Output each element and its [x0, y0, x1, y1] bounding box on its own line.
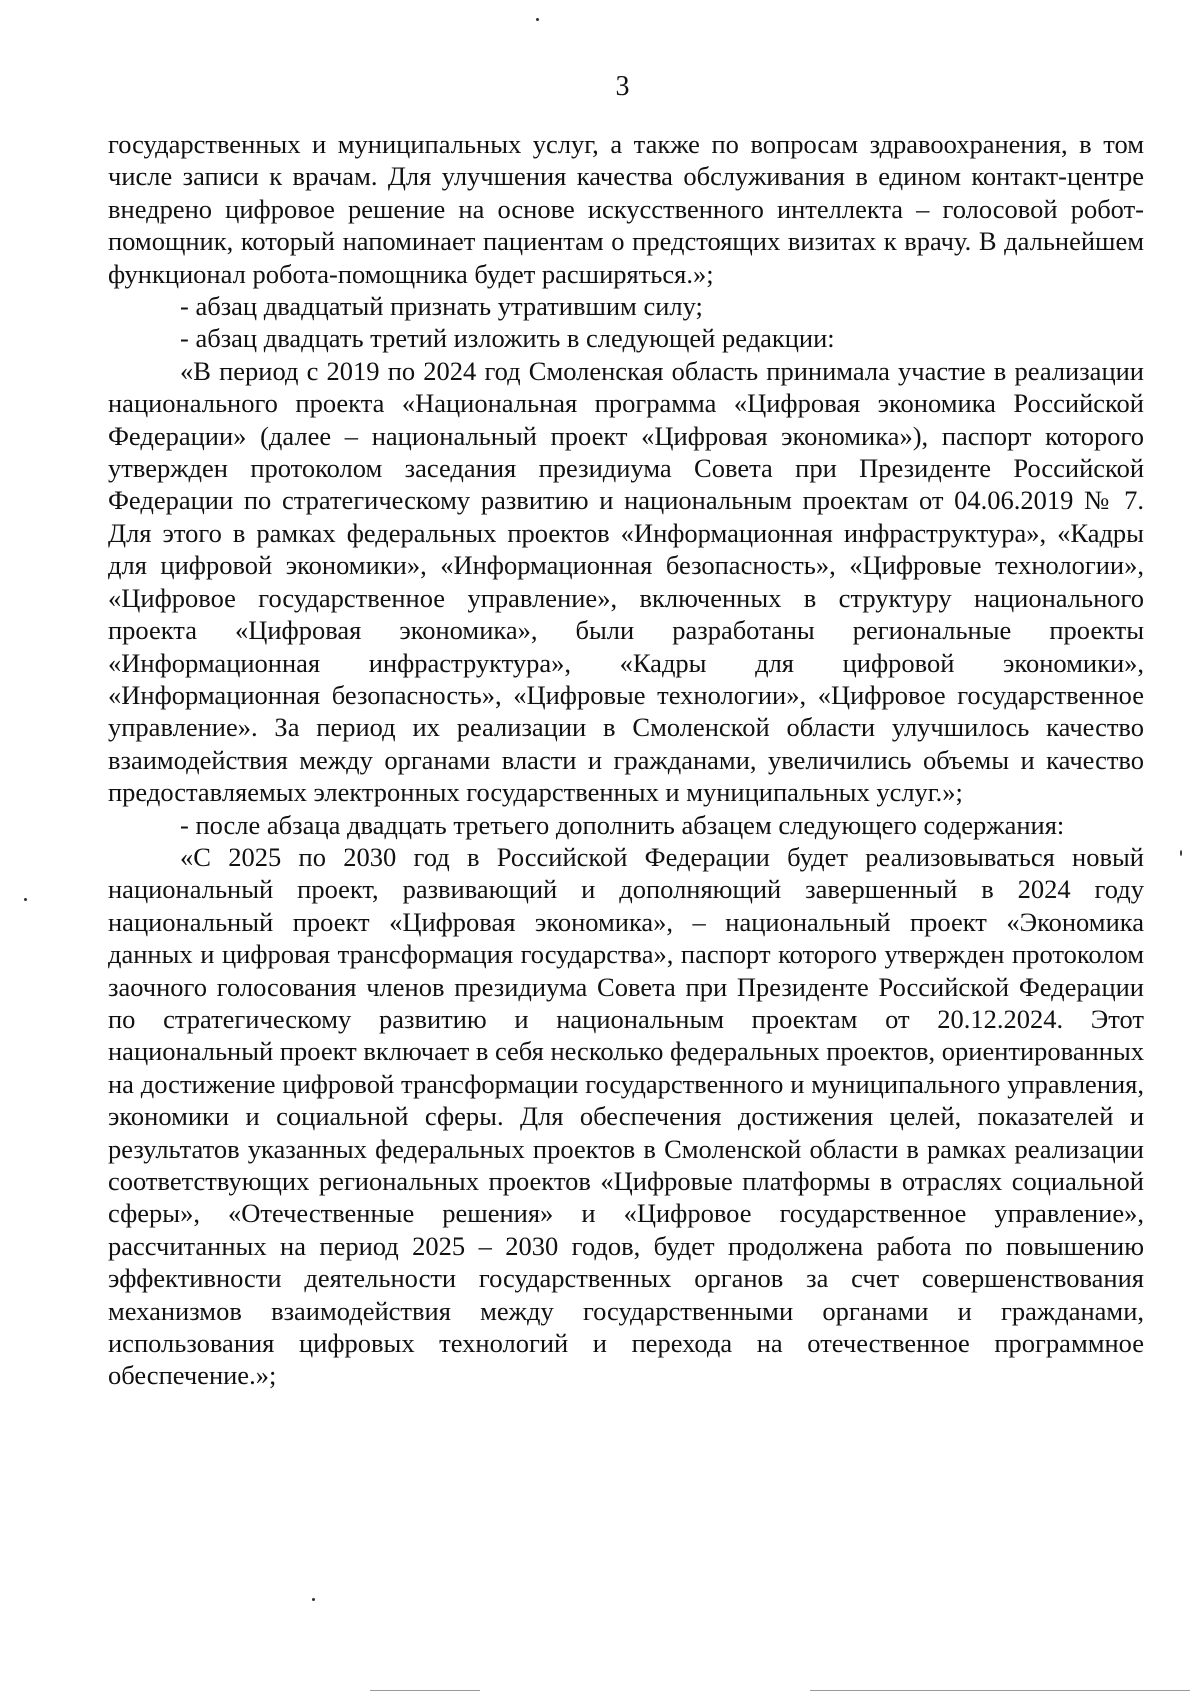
paragraph-amendment-restate: - абзац двадцать третий изложить в следующей редакции:	[180, 323, 835, 354]
paragraph-national-project-2019-2024: «В период с 2019 по 2024 год Смоленская область принимала участие в реализации национального проекта «Национальная программа «Цифровая экономика Российской Федерации» (далее – национальный проект «Цифровая экономика»), паспорт которого утвержден протоколом заседания президиума Совета при Президенте Российской Федерации по стратегическому развитию и национальным проектам от 04.06.2019 № 7. Для этого в рамках федеральных проектов «Информационная инфраструктура», «Кадры для цифровой экономики», «Информационная безопасность», «Цифровые технологии», «Цифровое государственное управление», включенных в структуру национального проекта «Цифровая экономика», были разработаны региональные проекты «Информационная инфраструктура», «Кадры для цифровой экономики», «Информационная безопасность», «Цифровые технологии», «Цифровое государственное управление». За период их реализации в Смоленской области улучшилось качество взаимодействия между органами власти и гражданами, увеличились объемы и качество предоставляемых электронных государственных и муниципальных услуг.»;	[108, 355, 1144, 808]
scan-speck	[24, 898, 27, 901]
document-body	[108, 128, 1144, 1392]
paragraph-amendment-repeal: - абзац двадцатый признать утратившим силу;	[180, 291, 703, 322]
scan-speck	[1180, 850, 1182, 856]
scan-edge-line	[370, 1690, 480, 1691]
scan-edge-line	[810, 1690, 1190, 1691]
paragraph-continuation: государственных и муниципальных услуг, а также по вопросам здравоохранения, в том числе записи к врачам. Для улучшения качества обслуживания в едином контакт-центре внедрено цифровое решение на основе искусственного интеллекта – голосовой робот-помощник, который напоминает пациентам о предстоящих визитах к врачу. В дальнейшем функционал робота-помощника будет расширяться.»;	[108, 129, 1144, 289]
paragraph-national-project-2025-2030: «С 2025 по 2030 год в Российской Федерации будет реализовываться новый национальный проект, развивающий и дополняющий завершенный в 2024 году национальный проект «Цифровая экономика», – национальный проект «Экономика данных и цифровая трансформация государства», паспорт которого утвержден протоколом заочного голосования членов президиума Совета при Президенте Российской Федерации по стратегическому развитию и национальным проектам от 20.12.2024. Этот национальный проект включает в себя несколько федеральных проектов, ориентированных на достижение цифровой трансформации государственного и муниципального управления, экономики и социальной сферы. Для обеспечения достижения целей, показателей и результатов указанных федеральных проектов в Смоленской области в рамках реализации соответствующих региональных проектов «Цифровые платформы в отраслях социальной сферы», «Отечественные решения» и «Цифровое государственное управление», рассчитанных на период 2025 – 2030 годов, будет продолжена работа по повышению эффективности деятельности государственных органов за счет совершенствования механизмов взаимодействия между государственными органами и гражданами, использования цифровых технологий и перехода на отечественное программное обеспечение.»;	[108, 841, 1144, 1391]
scan-speck	[536, 18, 539, 21]
paragraph-amendment-add: - после абзаца двадцать третьего дополнить абзацем следующего содержания:	[180, 809, 1065, 840]
scan-speck	[312, 1598, 315, 1601]
page-number: 3	[615, 71, 630, 102]
